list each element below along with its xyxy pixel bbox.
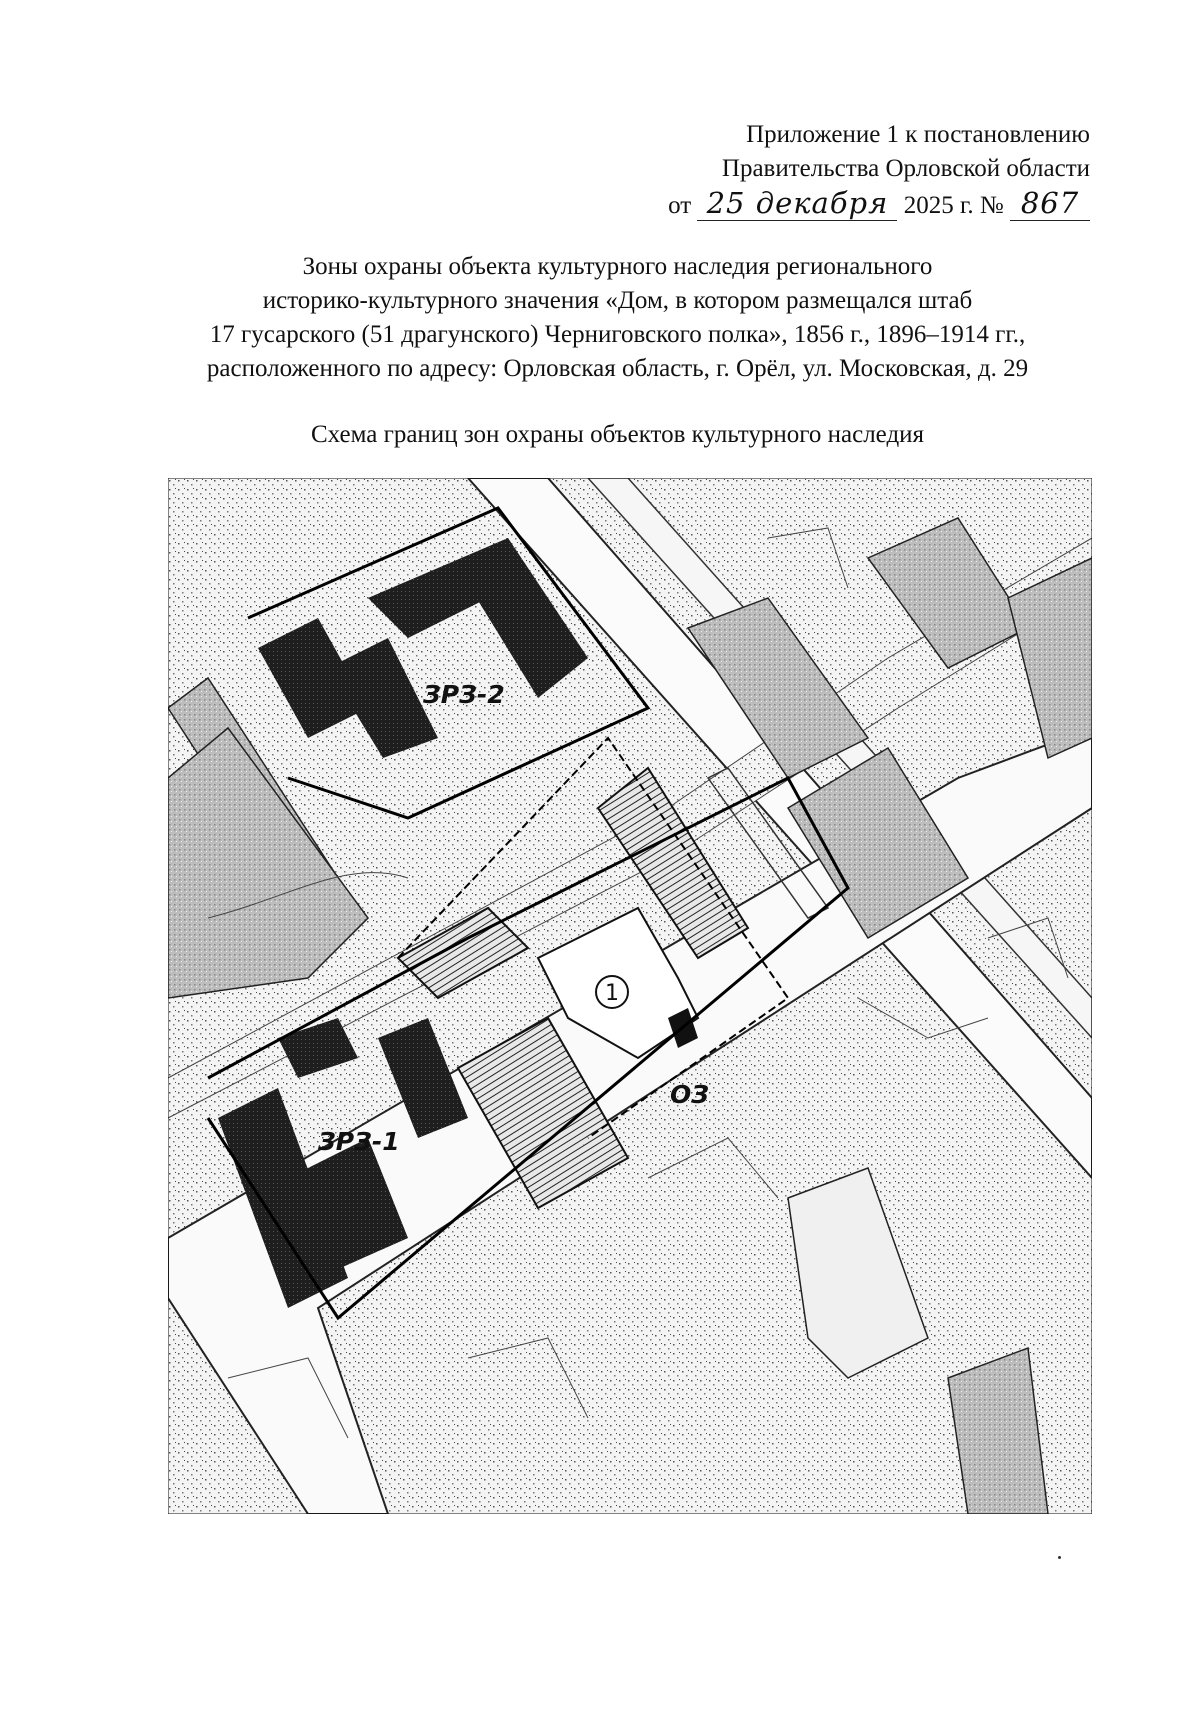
handwritten-date: 25 декабря	[697, 186, 897, 221]
title-line-1: Зоны охраны объекта культурного наследия регионального	[302, 253, 933, 280]
map-svg	[168, 478, 1092, 1514]
document-title	[140, 250, 1095, 386]
scheme-subtitle: Схема границ зон охраны объектов культурного наследия	[310, 421, 925, 448]
zone-label-zrz-2: ЗРЗ-2	[423, 680, 505, 709]
page-speck	[1058, 1556, 1061, 1559]
appendix-date-line	[668, 186, 1090, 223]
year-text: 2025 г. №	[903, 192, 1004, 219]
zone-label-oz: ОЗ	[670, 1080, 710, 1109]
title-line-4: расположенного по адресу: Орловская область, г. Орёл, ул. Московская, д. 29	[206, 355, 1029, 382]
title-line-2: историко-культурного значения «Дом, в котором размещался штаб	[262, 287, 973, 314]
zone-label-zrz-1: ЗРЗ-1	[318, 1127, 400, 1156]
zone-boundary-map	[168, 478, 1092, 1514]
appendix-line-1: Приложение 1 к постановлению	[746, 121, 1090, 148]
date-prefix: от	[668, 192, 692, 219]
handwritten-number: 867	[1010, 186, 1090, 221]
title-line-3: 17 гусарского (51 драгунского) Черниговского полка», 1856 г., 1896–1914 гг.,	[209, 321, 1026, 348]
appendix-header	[668, 118, 1090, 223]
appendix-line-2: Правительства Орловской области	[721, 155, 1090, 182]
object-marker-number: 1	[605, 981, 619, 1006]
